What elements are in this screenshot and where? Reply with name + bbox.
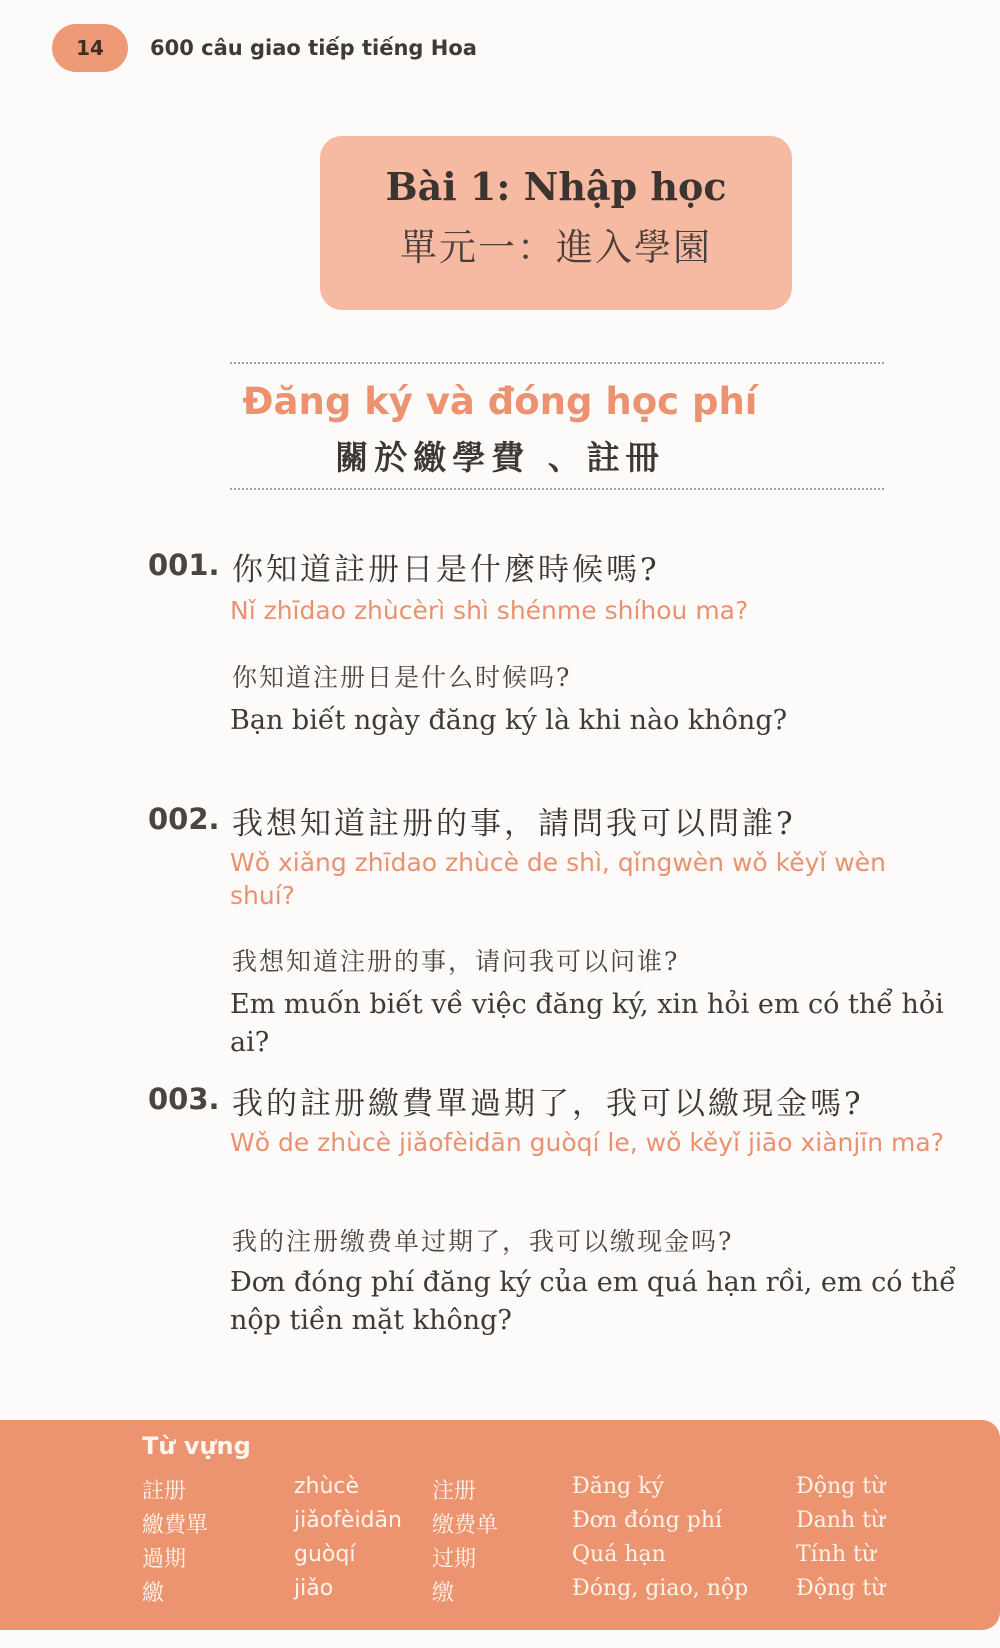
lesson-title: Bài 1: Nhập học — [385, 164, 727, 209]
dotted-divider-top — [230, 362, 884, 364]
entry-traditional: 你知道註册日是什麼時候嗎? — [232, 552, 660, 588]
vocabulary-row — [0, 1576, 1000, 1610]
entry-simplified: 你知道注册日是什么时候吗? — [232, 663, 572, 692]
vocab-pinyin: jiǎo — [294, 1576, 334, 1601]
vocab-traditional: 繳費單 — [142, 1513, 209, 1538]
entry-number: 002. — [148, 802, 220, 836]
entry-number: 003. — [148, 1082, 220, 1116]
vocabulary-row — [0, 1474, 1000, 1508]
lesson-title-chinese: 單元一：進入學園 — [400, 226, 712, 269]
vocab-simplified: 缴 — [432, 1581, 455, 1606]
vocab-pinyin: jiǎofèidān — [294, 1508, 402, 1533]
entry-pinyin: Wǒ xiǎng zhīdao zhùcè de shì, qǐngwèn wǒ kěyǐ wèn shuí? — [230, 848, 886, 910]
vocab-part-of-speech: Danh từ — [796, 1508, 886, 1533]
vocab-traditional: 過期 — [142, 1547, 187, 1572]
lesson-title-box — [320, 136, 792, 310]
vocab-traditional: 註册 — [142, 1479, 187, 1504]
vocabulary-row — [0, 1508, 1000, 1542]
vocab-part-of-speech: Tính từ — [796, 1542, 877, 1567]
entry-traditional: 我的註册繳費單過期了，我可以繳現金嗎? — [232, 1086, 864, 1122]
entry-vietnamese: Em muốn biết về việc đăng ký, xin hỏi em có thể hỏi ai? — [230, 989, 944, 1058]
topic-title-chinese: 關於繳學費 、註冊 — [335, 438, 665, 477]
entry-simplified: 我想知道注册的事，请问我可以问谁? — [232, 947, 680, 976]
vocab-simplified: 过期 — [432, 1547, 477, 1572]
topic-title: Đăng ký và đóng học phí — [242, 380, 758, 423]
vocab-part-of-speech: Động từ — [796, 1576, 886, 1601]
vocab-meaning: Đóng, giao, nộp — [572, 1576, 749, 1601]
vocab-meaning: Đơn đóng phí — [572, 1508, 723, 1533]
vocab-meaning: Quá hạn — [572, 1542, 666, 1567]
vocab-part-of-speech: Động từ — [796, 1474, 886, 1499]
vocabulary-panel — [0, 1420, 1000, 1630]
vocab-pinyin: zhùcè — [294, 1474, 360, 1499]
vocab-simplified: 缴费单 — [432, 1513, 499, 1538]
entry-pinyin: Wǒ de zhùcè jiǎofèidān guòqí le, wǒ kěyǐ jiāo xiànjīn ma? — [230, 1128, 944, 1157]
entry-pinyin: Nǐ zhīdao zhùcèrì shì shénme shíhou ma? — [230, 596, 749, 625]
vocab-traditional: 繳 — [142, 1581, 165, 1606]
entry-vietnamese: Đơn đóng phí đăng ký của em quá hạn rồi, em có thể nộp tiền mặt không? — [230, 1267, 956, 1336]
entry-simplified: 我的注册缴费单过期了，我可以缴现金吗? — [232, 1227, 734, 1256]
entry-traditional: 我想知道註册的事，請問我可以問誰? — [232, 806, 796, 842]
vocabulary-heading: Từ vựng — [142, 1432, 251, 1460]
vocab-meaning: Đăng ký — [572, 1474, 664, 1499]
dotted-divider-bottom — [230, 488, 884, 490]
vocab-simplified: 注册 — [432, 1479, 477, 1504]
entry-vietnamese: Bạn biết ngày đăng ký là khi nào không? — [230, 705, 788, 736]
entry-number: 001. — [148, 548, 220, 582]
vocab-pinyin: guòqí — [294, 1542, 356, 1567]
vocabulary-row — [0, 1542, 1000, 1576]
book-title: 600 câu giao tiếp tiếng Hoa — [150, 36, 477, 60]
page-number-badge: 14 — [52, 24, 128, 72]
